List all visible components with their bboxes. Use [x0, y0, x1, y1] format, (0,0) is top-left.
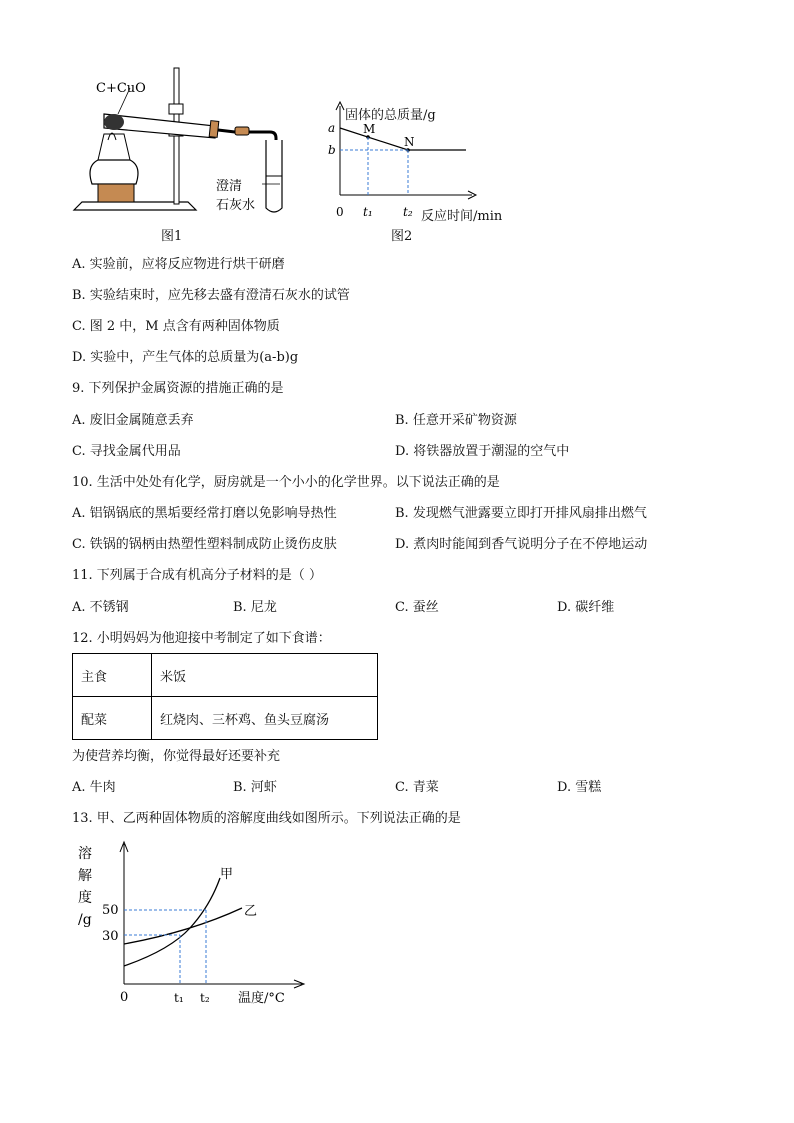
- q10-option-a: A. 铝锅锅底的黑垢要经常打磨以免影响导热性: [72, 506, 337, 521]
- x-axis-label: 温度/°C: [238, 991, 285, 1006]
- q12-option-c: C. 青菜: [395, 780, 439, 795]
- q12-option-d: D. 雪糕: [557, 780, 602, 795]
- q11-option-c: C. 蚕丝: [395, 600, 439, 615]
- alcohol-lamp: [90, 160, 138, 184]
- q13-stem: 13. 甲、乙两种固体物质的溶解度曲线如图所示。下列说法正确的是: [72, 811, 461, 826]
- x-tick-t2: t₂: [403, 205, 413, 219]
- y-label-char: 解: [78, 868, 92, 884]
- reagent-label: C+CuO: [96, 81, 146, 96]
- point-n-label: N: [404, 135, 415, 149]
- origin-label: 0: [120, 990, 129, 1005]
- q12-option-a: A. 牛肉: [72, 780, 116, 795]
- q9-option-b: B. 任意开采矿物资源: [395, 413, 517, 428]
- q9-option-c: C. 寻找金属代用品: [72, 444, 181, 459]
- solubility-chart: [70, 838, 310, 1010]
- q11-option-d: D. 碳纤维: [557, 600, 615, 615]
- q11-option-b: B. 尼龙: [233, 600, 277, 615]
- x-tick-t1: t₁: [174, 991, 184, 1005]
- limewater-label-line1: 澄清: [216, 179, 243, 194]
- table-cell: 配菜: [73, 697, 152, 740]
- q10-option-c: C. 铁锅的锅柄由热塑性塑料制成防止烫伤皮肤: [72, 537, 337, 552]
- x-tick-t2: t₂: [200, 991, 210, 1005]
- figure-1-caption: 图1: [161, 229, 183, 244]
- q11-stem: 11. 下列属于合成有机高分子材料的是（ ）: [72, 568, 322, 583]
- q9-option-d: D. 将铁器放置于潮湿的空气中: [395, 444, 570, 459]
- menu-table: [72, 653, 378, 740]
- q9-stem: 9. 下列保护金属资源的措施正确的是: [72, 381, 284, 396]
- q10-option-b: B. 发现燃气泄露要立即打开排风扇排出燃气: [395, 506, 647, 521]
- table-cell: 主食: [73, 654, 152, 697]
- limewater-label-line2: 石灰水: [216, 198, 256, 213]
- series-label-jia: 甲: [220, 867, 234, 882]
- y-tick-a: a: [328, 121, 336, 135]
- q12-after-text: 为使营养均衡，你觉得最好还要补充: [72, 749, 281, 764]
- figure-2-caption: 图2: [391, 229, 413, 244]
- table-cell: 米饭: [152, 654, 378, 697]
- q8-option-a: A. 实验前，应将反应物进行烘干研磨: [72, 257, 285, 272]
- figure-1-apparatus: [70, 66, 300, 216]
- q10-option-d: D. 煮肉时能闻到香气说明分子在不停地运动: [395, 537, 648, 552]
- series-label-yi: 乙: [244, 904, 258, 919]
- y-tick-b: b: [328, 143, 336, 157]
- table-row: [73, 697, 378, 740]
- q11-option-a: A. 不锈钢: [72, 600, 129, 615]
- q12-stem: 12. 小明妈妈为他迎接中考制定了如下食谱：: [72, 631, 331, 646]
- q10-stem: 10. 生活中处处有化学，厨房就是一个小小的化学世界。以下说法正确的是: [72, 475, 500, 490]
- q9-option-a: A. 废旧金属随意丢弃: [72, 413, 194, 428]
- origin-label: 0: [336, 205, 344, 219]
- q8-option-d: D. 实验中，产生气体的总质量为(a-b)g: [72, 350, 299, 365]
- y-label-char: 溶: [78, 846, 92, 862]
- figure-2-y-label: 固体的总质量/g: [345, 108, 436, 123]
- q12-option-b: B. 河虾: [233, 780, 277, 795]
- q8-option-b: B. 实验结束时，应先移去盛有澄清石灰水的试管: [72, 288, 350, 303]
- x-tick-t1: t₁: [363, 205, 373, 219]
- table-row: [73, 654, 378, 697]
- y-tick-50: 50: [102, 903, 119, 918]
- q8-option-c: C. 图 2 中，M 点含有两种固体物质: [72, 319, 280, 334]
- curve-yi: [124, 908, 242, 944]
- y-label-char: /g: [78, 912, 92, 928]
- point-m-label: M: [363, 122, 376, 136]
- table-cell: 红烧肉、三杯鸡、鱼头豆腐汤: [152, 697, 378, 740]
- mass-curve: [340, 128, 466, 150]
- y-tick-30: 30: [102, 929, 119, 944]
- rubber-connector: [235, 127, 249, 135]
- y-label-char: 度: [78, 890, 92, 906]
- figure-2-x-label: 反应时间/min: [421, 209, 503, 224]
